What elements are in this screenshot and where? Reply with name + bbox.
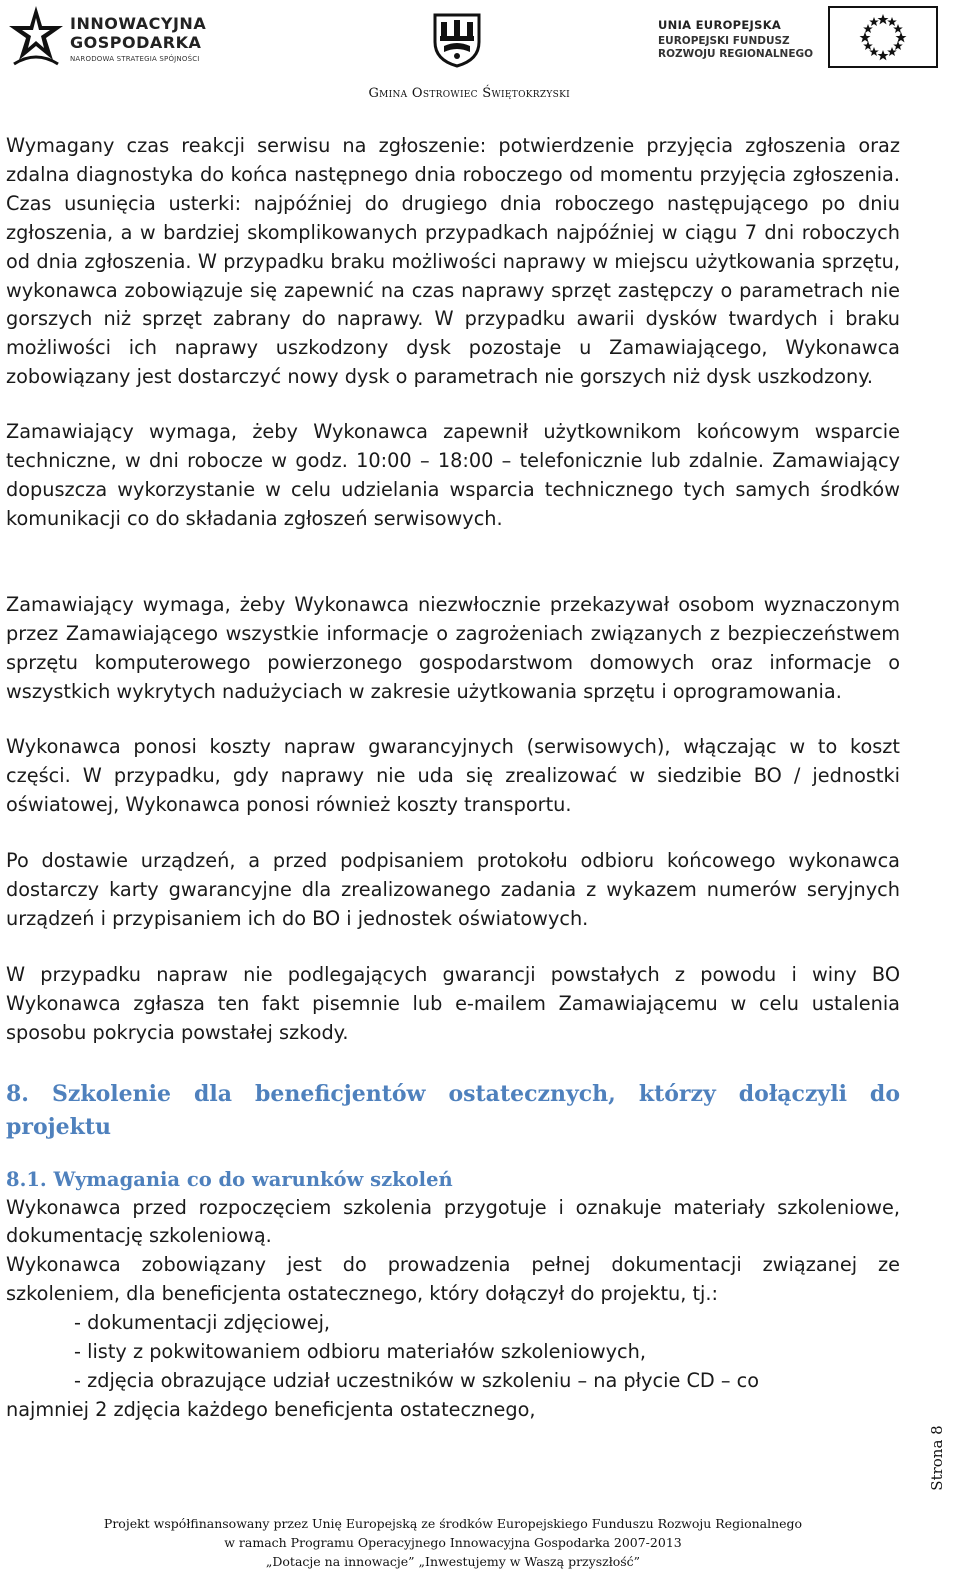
section-heading-8: 8. Szkolenie dla beneficjentów ostatecznych, którzy dołączyli do projektu [6, 1080, 900, 1140]
star-icon [6, 4, 66, 68]
list-item: - zdjęcia obrazujące udział uczestników w szkoleniu – na płycie CD – co [74, 1369, 760, 1392]
document-body [6, 132, 900, 1425]
page-footer [0, 1514, 906, 1571]
eu-logo-line-1: UNIA EUROPEJSKA [658, 18, 782, 32]
section-heading-8-1: 8.1. Wymagania co do warunków szkoleń [6, 1167, 453, 1191]
innowacyjna-gospodarka-logo [6, 4, 236, 68]
paragraph-training-materials: Wykonawca przed rozpoczęciem szkolenia przygotuje i oznakuje materiały szkoleniowe, dokumentację szkoleniową. [6, 1195, 900, 1248]
paragraph-service-reaction: Wymagany czas reakcji serwisu na zgłoszenie: potwierdzenie przyjęcia zgłoszenia oraz zdalna diagnostyka do końca następnego dnia roboczego od momentu przyjęcia zgłoszenia. Czas usunięcia usterki: najpóźniej do drugiego dnia roboczego następującego po dniu zgłoszenia, a w bardziej skomplikowanych przypadkach najpóźniej w ciągu 7 dni roboczych od dnia zgłoszenia. W przypadku braku możliwości naprawy w miejscu użytkowania sprzętu, wykonawca zobowiązuje się zapewnić na czas naprawy sprzęt zastępczy o parametrach nie gorszych niż sprzęt zabrany do naprawy. W przypadku awarii dysków twardych i braku możliwości ich naprawy uszkodzony dysk pozostaje u Zamawiającego, Wykonawca zobowiązany jest dostarczyć nowy dysk o parametrach nie gorszych niż dysk uszkodzony. [6, 134, 900, 389]
footer-line-1: Projekt współfinansowany przez Unię Europejską ze środków Europejskiego Funduszu Rozwoju Regionalnego [103, 1516, 803, 1531]
footer-line-3: „Dotacje na innowacje” „Inwestujemy w Waszą przyszłość” [265, 1554, 641, 1569]
eu-flag-icon [828, 6, 938, 68]
eu-logo [658, 6, 948, 68]
paragraph-security-info: Zamawiający wymaga, żeby Wykonawca niezwłocznie przekazywał osobom wyznaczonym przez Zamawiającego wszystkie informacje o zagrożeniach związanych z bezpieczeństwem sprzętu komputerowego powierzonego gospodarstwom domowych oraz informacje o wszystkich wykrytych nadużyciach w zakresie użytkowania sprzętu i oprogramowania. [6, 592, 900, 703]
coat-of-arms-icon [432, 12, 482, 68]
page-header [0, 0, 960, 110]
list-item: - dokumentacji zdjęciowej, [74, 1311, 331, 1335]
list-item: - listy z pokwitowaniem odbioru materiałów szkoleniowych, [74, 1340, 646, 1364]
paragraph-technical-support: Zamawiający wymaga, żeby Wykonawca zapewnił użytkownikom końcowym wsparcie techniczne, w dni robocze w godz. 10:00 – 18:00 – telefonicznie lub zdalnie. Zamawiający dopuszcza wykorzystanie w celu udzielania wsparcia technicznego tych samych środków komunikacji co do składania zgłoszeń serwisowych. [6, 420, 900, 530]
logo-line-3: NARODOWA STRATEGIA SPÓJNOŚCI [70, 55, 200, 63]
eu-logo-line-3: ROZWOJU REGIONALNEGO [658, 48, 814, 60]
municipality-name: Gmina Ostrowiec Świętokrzyski [368, 86, 570, 101]
paragraph-non-warranty-repairs: W przypadku napraw nie podlegających gwarancji powstałych z powodu i winy BO Wykonawca zgłasza ten fakt pisemnie lub e-mailem Zamawiającemu w celu ustalenia sposobu pokrycia powstałej szkody. [6, 962, 900, 1044]
page-number [922, 1418, 952, 1498]
page-number-label: Strona 8 [928, 1425, 946, 1491]
paragraph-training-documentation: Wykonawca zobowiązany jest do prowadzenia pełnej dokumentacji związanej ze szkoleniem, dla beneficjenta ostatecznego, który dołączył do projektu, tj.: [6, 1253, 900, 1306]
list-item-continuation: najmniej 2 zdjęcia każdego beneficjenta ostatecznego, [6, 1397, 536, 1421]
paragraph-repair-costs: Wykonawca ponosi koszty napraw gwarancyjnych (serwisowych), włączając w to koszt części. W przypadku, gdy naprawy nie uda się zrealizować w siedzibie BO / jednostki oświatowej, Wykonawca ponosi również koszty transportu. [6, 735, 900, 817]
paragraph-warranty-cards: Po dostawie urządzeń, a przed podpisaniem protokołu odbioru końcowego wykonawca dostarczy karty gwarancyjne dla zrealizowanego zadania z wykazem numerów seryjnych urządzeń i przypisaniem ich do BO i jednostek oświatowych. [6, 849, 900, 930]
logo-line-2: GOSPODARKA [70, 33, 202, 52]
footer-line-2: w ramach Programu Operacyjnego Innowacyjna Gospodarka 2007-2013 [224, 1535, 682, 1550]
logo-line-1: INNOWACYJNA [70, 14, 207, 33]
eu-logo-line-2: EUROPEJSKI FUNDUSZ [658, 35, 790, 47]
